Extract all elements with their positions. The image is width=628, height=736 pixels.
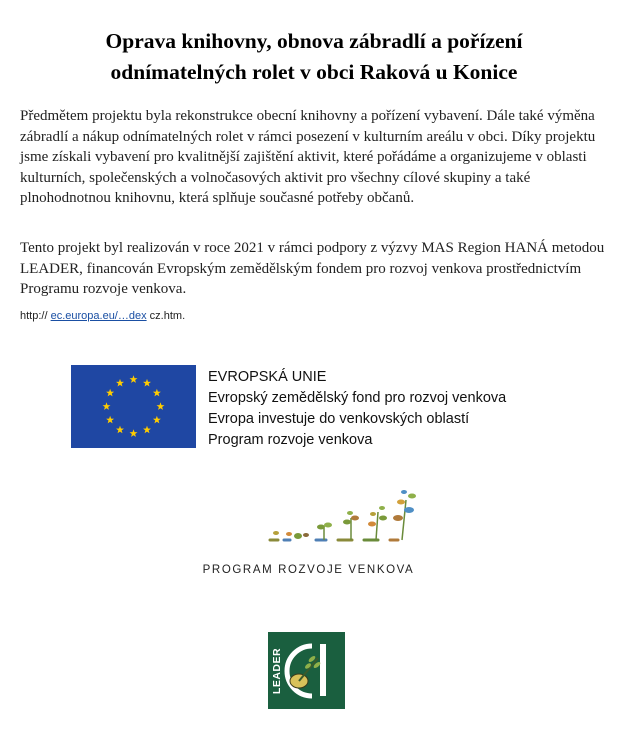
eu-star-icon [106, 389, 114, 397]
page-title: Oprava knihovny, obnova zábradlí a pořízení odnímatelných rolet v obci Raková u Konice [105, 29, 523, 85]
link-prefix: http:// [20, 310, 48, 322]
leader-word-text: LEADER [271, 647, 284, 694]
eu-star-icon [157, 402, 165, 410]
eu-line-program: Program rozvoje venkova [208, 432, 373, 448]
eu-star-icon [130, 429, 138, 437]
paragraph-funding: Tento projekt byl realizován v roce 2021 v rámci podpory z výzvy MAS Region HANÁ metodou LEADER, financován Evropským zemědělským fondem pro rozvoj venkova prostřednictvím Programu rozvoje venkova. [20, 240, 605, 297]
prv-logo [166, 478, 451, 588]
eu-star-icon [116, 379, 124, 387]
eu-flag-icon [71, 365, 196, 448]
eu-star-icon [143, 379, 151, 387]
paragraph-intro: Předmětem projektu byla rekonstrukce obecní knihovny a pořízení vybavení. Dále také výměna zábradlí a nákup odnímatelných rolet v rámci posezení v kulturním areálu v obci. Díky projektu jsme získali vybavení pro kvalitnější zajištění aktivit, které pořádáme a organizujeme v oblasti kulturních, společenských a volnočasových aktivit pro všechny cílové skupiny a také plnohodnotnou knihovnu, která splňuje současné potřeby občanů. [20, 108, 596, 206]
eu-star-icon [106, 416, 114, 424]
eu-star-icon [143, 426, 151, 434]
source-link[interactable]: ec.europa.eu/…dex [50, 310, 147, 322]
leader-sprout-icon [268, 632, 345, 709]
source-link-line [20, 310, 185, 322]
eu-line-invest: Evropa investuje do venkovských oblastí [208, 411, 470, 427]
eu-star-icon [116, 426, 124, 434]
prv-plants-icon [166, 478, 451, 563]
eu-star-icon [130, 375, 138, 383]
prv-caption: PROGRAM ROZVOJE VENKOVA [202, 564, 415, 576]
eu-line-union: EVROPSKÁ UNIE [208, 369, 327, 385]
link-suffix: cz.htm. [149, 310, 186, 322]
eu-logo-text [208, 367, 506, 451]
eu-line-fund: Evropský zemědělský fond pro rozvoj venkova [208, 390, 507, 406]
leader-logo [268, 632, 345, 709]
eu-star-icon [103, 402, 111, 410]
eu-stars [71, 365, 196, 448]
eu-star-icon [153, 389, 161, 397]
eu-star-icon [153, 416, 161, 424]
